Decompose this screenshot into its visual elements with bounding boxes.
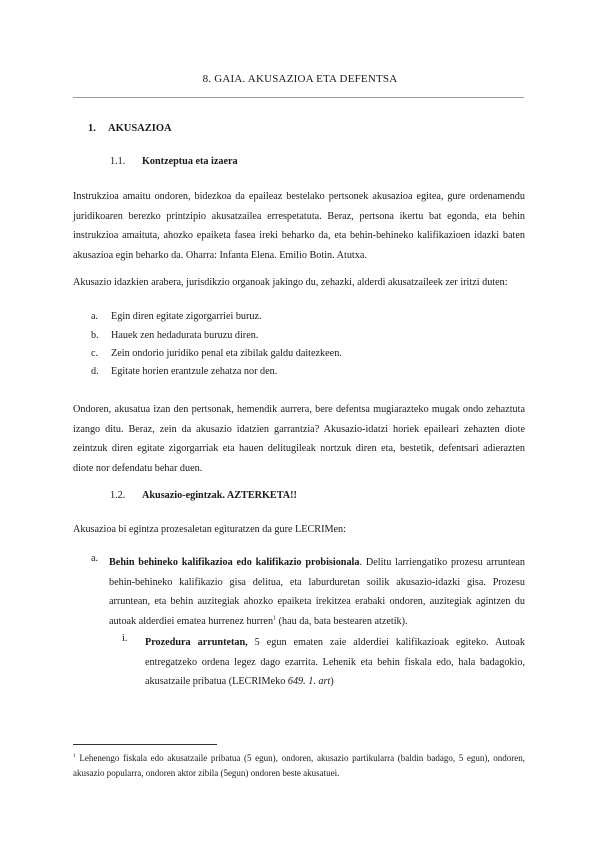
footnote-number: 1 [73, 753, 76, 759]
section-title: AKUSAZIOA [108, 123, 172, 134]
item-bold-term: Behin behineko kalifikazioa edo kalifikazio probisionala [109, 557, 360, 568]
header-divider [73, 97, 524, 98]
item-tail: ) [330, 676, 334, 687]
paragraph-defense: Ondoren, akusatua izan den pertsonak, hemendik aurrera, bere defentsa mugiarazteko mugak ondo zehaztuta izango ditu. Beraz, zein da akusazio idatzien garrantzia? Akusazio-idatzi horiek epaileari zehazten diote zeintzuk diren egitate zigorgarriak eta hauen delitugileak nortzuk diren eta, bestetik, defentsari adierazten diote nor defendatu behar duen. [73, 404, 525, 474]
paragraph-accusation-docs: Akusazio idazkien arabera, jurisdikzio organoak jakingo du, zehazki, alderdi akusatzaileek zer iritzi duten: [73, 277, 508, 288]
list-item [91, 330, 258, 341]
list-text: Egitate horien erantzule zehatza nor den. [111, 366, 278, 377]
item-text: 5 egun ematen zaie alderdiei kalifikazioak egiteko. Autoak entregatzeko ordena legez dago ezarrita. Lehenik eta behin fiskala edo, hala badagokio, akusatzaile pribatua (LECRIMeko [145, 637, 525, 687]
item-label: a. [91, 553, 99, 564]
list-text: Egin diren egitate zigorgarriei buruz. [111, 311, 262, 322]
item-body [145, 633, 525, 692]
footnote-divider [73, 744, 217, 745]
subsection-heading-1-1 [110, 156, 238, 167]
list-label: d. [91, 366, 99, 377]
list-label: a. [91, 311, 99, 322]
list-text: Zein ondorio juridiko penal eta zibilak galdu daitezkeen. [111, 348, 342, 359]
list-item [91, 348, 342, 359]
subsection-title: Kontzeptua eta izaera [142, 156, 238, 167]
list-item [91, 311, 262, 322]
item-label: i. [122, 633, 128, 644]
item-tail: (hau da, bata bestearen atzetik). [276, 615, 408, 627]
section-number: 1. [88, 123, 96, 134]
item-body [109, 553, 525, 631]
section-heading-1 [88, 123, 172, 134]
list-label: c. [91, 348, 99, 359]
paragraph-instruction: Instrukzioa amaitu ondoren, bidezkoa da epaileaz bestelako pertsonek akusazioa egitea, gure ordenamendu juridikoaren berezko printzipio akusatzailea errespetatuta. Beraz, pertsona ikertu bat egonda, eta behin instrukzioa amaituta, ahozko epaiketa fasea ireki beharko da, eta behin-behineko kalifikazioen idazki baten akusazioa egin beharko da. Oharra: Infanta Elena. Emilio Botin. Atutxa. [73, 191, 525, 261]
item-article-ref: 649. 1. art [287, 676, 331, 687]
list-text: Hauek zen hedadurata buruzu diren. [111, 330, 259, 341]
list-item [91, 366, 277, 377]
list-label: b. [91, 330, 99, 341]
chapter-title: 8. GAIA. AKUSAZIOA ETA DEFENTSA [202, 73, 398, 85]
subsection-number: 1.1. [110, 156, 126, 167]
paragraph-acts: Akusazioa bi egintza prozesaletan egituratzen da gure LECRIMen: [73, 524, 346, 535]
item-text: . Delitu larriengatiko prozesu arruntean behin-behineko kalifikazio gisa delitua, eta laburduretan soilik akusazio-idazki gisa. Prozesu arruntean, eta behin auzitegiak ahozko epaiketa irekitzea erabaki ondoren, auzitegiak agintzen du autoak alderdiei ematea hurrenez hurren [109, 557, 525, 627]
footnote-ref[interactable]: 1 [273, 615, 277, 622]
subsection-number: 1.2. [110, 490, 126, 501]
item-bold-term: Prozedura arruntetan, [145, 637, 248, 648]
footnote-text: Lehenengo fiskala edo akusatzaile pribatua (5 egun), ondoren, akusazio partikularra (baldin badago, 5 egun), ondoren, akusazio popularra, ondoren aktor zibila (5egun) ondoren beste akusatuei. [73, 753, 525, 778]
footnote [73, 751, 525, 781]
subsection-title: Akusazio-egintzak. AZTERKETA!! [142, 490, 297, 501]
subsection-heading-1-2 [110, 490, 297, 501]
